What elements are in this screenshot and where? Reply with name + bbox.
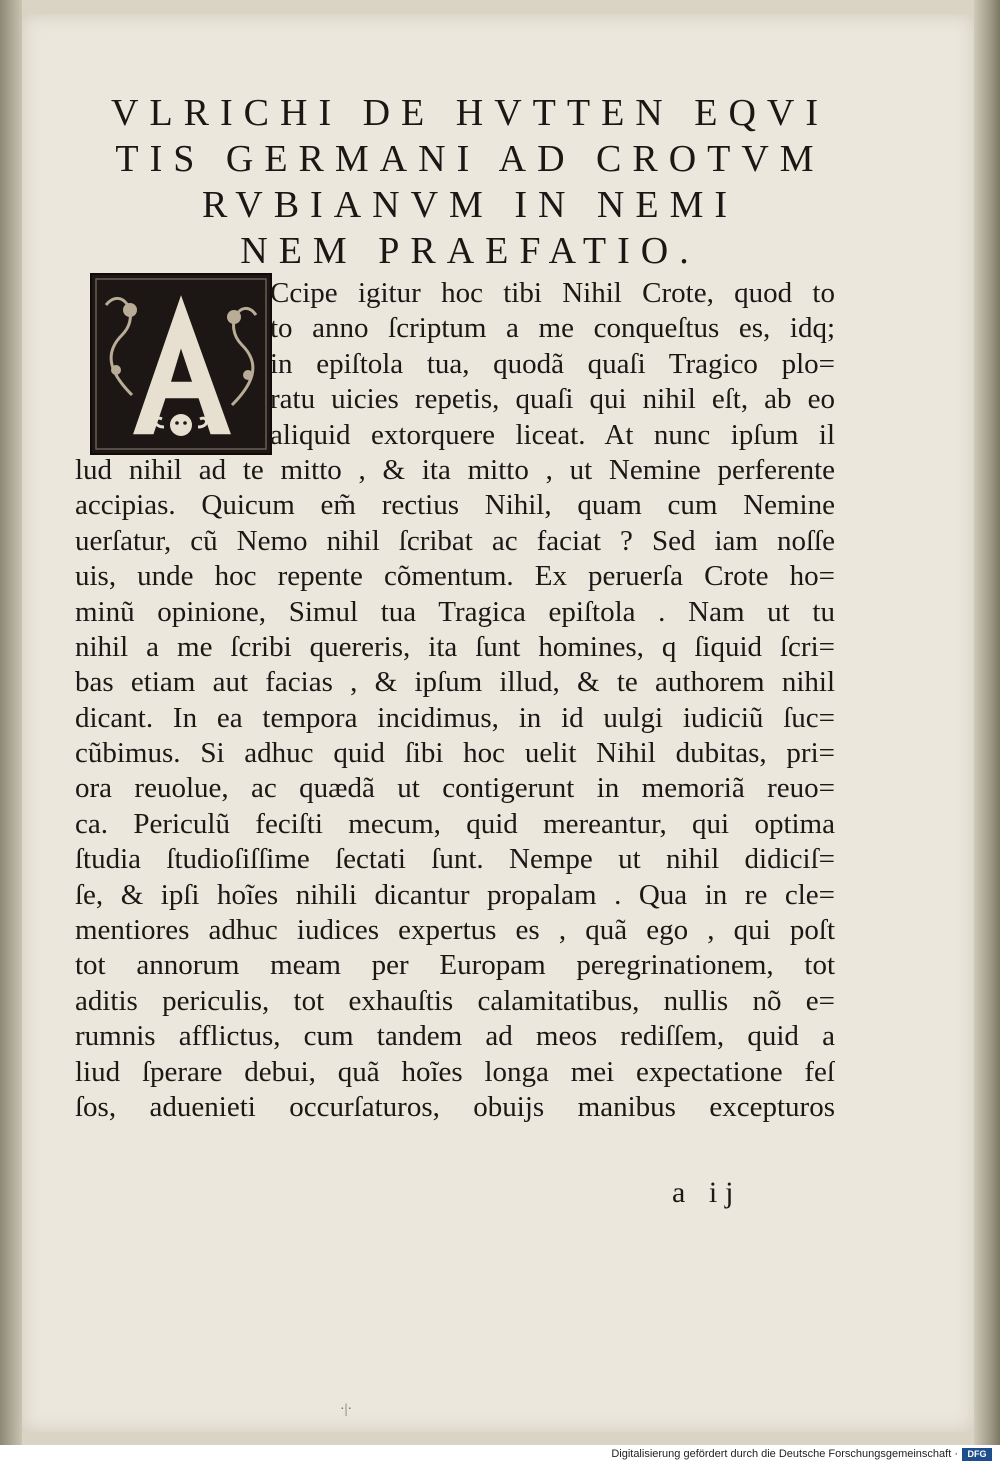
text-line: uerſatur, cũ Nemo nihil ſcribat ac faciat ? Sed iam noſſe bbox=[75, 524, 835, 557]
binding-gutter bbox=[0, 0, 22, 1445]
dfg-logo-icon: DFG bbox=[962, 1448, 992, 1461]
text-line: mentiores adhuc iudices expertus es , quã ego , qui poſt bbox=[75, 914, 835, 947]
text-line: liud ſperare debui, quã hoĩes longa mei expectatione feſ bbox=[75, 1055, 835, 1088]
text-line: minũ opinione, Simul tua Tragica epiſtola . Nam ut tu bbox=[75, 595, 835, 628]
text-line: Ccipe igitur hoc tibi Nihil Crote, quod to bbox=[270, 277, 835, 309]
text-line: aditis periculis, tot exhauſtis calamitatibus, nullis nõ e= bbox=[75, 984, 835, 1017]
title-line: VLRICHI DE HVTTEN EQVI bbox=[111, 92, 829, 134]
text-line: ca. Periculũ feciſti mecum, quid mereantur, qui optima bbox=[75, 807, 835, 840]
title-line: NEM PRAEFATIO. bbox=[240, 230, 700, 272]
text-line: uis, unde hoc repente cõmentum. Ex peruerſa Crote ho= bbox=[75, 560, 835, 593]
text-line: accipias. Quicum em̃ rectius Nihil, quam cum Nemine bbox=[75, 489, 835, 522]
body-text bbox=[75, 276, 835, 1125]
text-line: ſos, aduenieti occurſaturos, obuijs manibus excepturos bbox=[75, 1090, 835, 1123]
signature-mark: a ij bbox=[672, 1176, 742, 1209]
text-line: in epiſtola tua, quodã quaſi Tragico plo= bbox=[270, 347, 835, 380]
text-line: ratu uicies repetis, quaſi qui nihil eſt, ab eo bbox=[270, 383, 835, 416]
text-line: cũbimus. Si adhuc quid ſibi hoc uelit Nihil dubitas, pri= bbox=[75, 737, 835, 770]
text-line: bas etiam aut facias , & ipſum illud, & te authorem nihil bbox=[75, 666, 835, 699]
text-line: to anno ſcriptum a me conqueſtus es, idq; bbox=[270, 312, 835, 345]
text-line: dicant. In ea tempora incidimus, in id uulgi iudiciũ ſuc= bbox=[75, 701, 835, 734]
page-title bbox=[100, 90, 840, 274]
text-line: lud nihil ad te mitto , & ita mitto , ut Nemine perferente bbox=[75, 453, 835, 486]
title-line: RVBIANVM IN NEMI bbox=[201, 184, 739, 226]
text-line: tot annorum meam per Europam peregrinationem, tot bbox=[75, 949, 835, 982]
page-edge bbox=[974, 0, 1000, 1445]
text-line: ſe, & ipſi hoĩes nihili dicantur propalam . Qua in re cle= bbox=[75, 878, 835, 911]
digitization-footer bbox=[0, 1445, 1000, 1465]
bottom-mark: ·|· bbox=[340, 1402, 353, 1417]
text-line: rumnis afflictus, cum tandem ad meos rediſſem, quid a bbox=[75, 1020, 835, 1053]
footer-credit: Digitalisierung gefördert durch die Deutsche Forschungsgemeinschaft · bbox=[611, 1448, 958, 1460]
text-line: nihil a me ſcribi quereris, ita ſunt homines, q ſiquid ſcri= bbox=[75, 630, 835, 663]
text-line: ſtudia ſtudioſiſſime ſectati ſunt. Nempe ut nihil didiciſ= bbox=[75, 843, 835, 876]
title-line: TIS GERMANI AD CROTVM bbox=[115, 138, 825, 180]
text-line: aliquid extorquere liceat. At nunc ipſum il bbox=[270, 418, 835, 451]
text-line: ora reuolue, ac quædã ut contigerunt in memoriã reuo= bbox=[75, 772, 835, 805]
